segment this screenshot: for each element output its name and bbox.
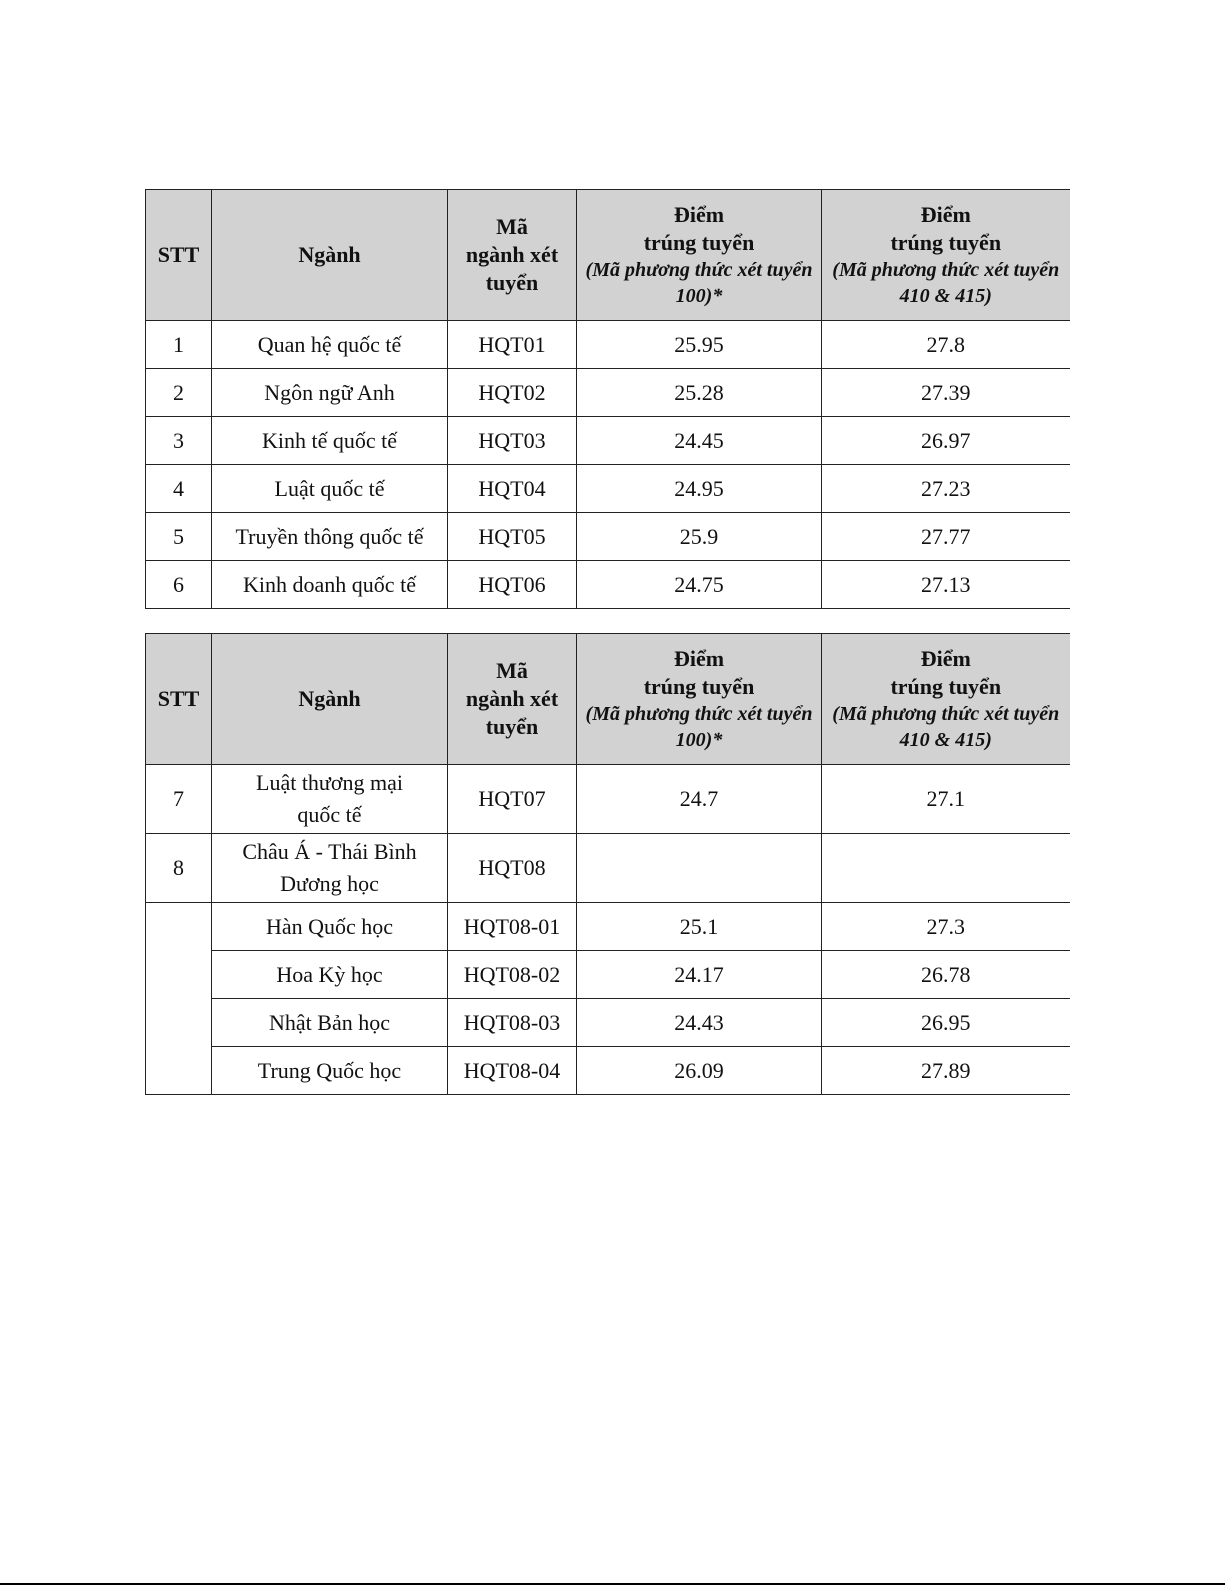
header-ma-nganh-line-1: Mã: [496, 214, 528, 239]
cell-ma: HQT08-01: [448, 903, 577, 951]
cell-d100: 24.17: [577, 951, 822, 999]
table-row: [146, 321, 1070, 369]
cell-d410: 26.95: [822, 999, 1070, 1047]
cell-stt-empty: [146, 903, 212, 1095]
cell-d100: [577, 834, 822, 903]
cell-nganh: Truyền thông quốc tế: [212, 513, 448, 561]
cell-d100: 25.95: [577, 321, 822, 369]
cell-ma: HQT08-04: [448, 1047, 577, 1095]
cell-d410: 27.23: [822, 465, 1070, 513]
header-diem-100-line-2: trúng tuyển: [643, 230, 755, 255]
table-row: [146, 561, 1070, 609]
cell-d100: 24.95: [577, 465, 822, 513]
cell-stt: 4: [146, 465, 212, 513]
cell-nganh: Trung Quốc học: [212, 1047, 448, 1095]
cell-nganh: Nhật Bản học: [212, 999, 448, 1047]
table-row: [146, 765, 1070, 834]
table-header: [146, 190, 1070, 321]
cell-d100: 24.43: [577, 999, 822, 1047]
table-row: [146, 903, 1070, 951]
cell-nganh: [212, 834, 448, 903]
cell-stt: 8: [146, 834, 212, 903]
cell-nganh: Hoa Kỳ học: [212, 951, 448, 999]
header-stt: STT: [146, 634, 212, 765]
table-row: [146, 834, 1070, 903]
header-diem-410-sub: (Mã phương thức xét tuyển 410 & 415): [832, 703, 1060, 751]
table-row: [146, 951, 1070, 999]
cell-nganh-line-2: Dương học: [280, 871, 379, 896]
header-diem-410-sub: (Mã phương thức xét tuyển 410 & 415): [832, 259, 1060, 307]
cell-ma: HQT08: [448, 834, 577, 903]
header-diem-100: [577, 190, 822, 321]
cell-d100: 24.7: [577, 765, 822, 834]
table-row: [146, 465, 1070, 513]
cell-ma: HQT08-02: [448, 951, 577, 999]
header-diem-100-sub: (Mã phương thức xét tuyển 100)*: [585, 259, 813, 307]
cell-nganh: Quan hệ quốc tế: [212, 321, 448, 369]
header-diem-100-sub: (Mã phương thức xét tuyển 100)*: [585, 703, 813, 751]
cell-nganh-line-2: quốc tế: [297, 802, 362, 827]
cell-stt: 1: [146, 321, 212, 369]
cell-nganh: Ngôn ngữ Anh: [212, 369, 448, 417]
admission-score-table-2: [145, 633, 1070, 1095]
header-diem-410-line-2: trúng tuyển: [890, 674, 1002, 699]
header-diem-410-line-1: Điểm: [920, 202, 971, 227]
cell-nganh: [212, 765, 448, 834]
header-row: [146, 190, 1070, 321]
cell-d410: 27.3: [822, 903, 1070, 951]
cell-ma: HQT02: [448, 369, 577, 417]
cell-nganh-line-1: Châu Á - Thái Bình: [242, 839, 417, 864]
header-diem-100: [577, 634, 822, 765]
cell-d100: 24.45: [577, 417, 822, 465]
header-diem-410: [822, 634, 1070, 765]
cell-stt: 6: [146, 561, 212, 609]
cell-d100: 25.28: [577, 369, 822, 417]
admission-score-table-1: [145, 189, 1070, 609]
header-ma-nganh-line-2: ngành xét: [465, 686, 559, 711]
cell-ma: HQT01: [448, 321, 577, 369]
cell-ma: HQT04: [448, 465, 577, 513]
cell-nganh: Luật quốc tế: [212, 465, 448, 513]
header-ma-nganh-line-1: Mã: [496, 658, 528, 683]
header-stt: STT: [146, 190, 212, 321]
cell-d410: 26.97: [822, 417, 1070, 465]
cell-nganh: Kinh tế quốc tế: [212, 417, 448, 465]
cell-ma: HQT06: [448, 561, 577, 609]
cell-d100: 25.9: [577, 513, 822, 561]
cell-ma: HQT08-03: [448, 999, 577, 1047]
cell-d410: 27.1: [822, 765, 1070, 834]
header-ma-nganh-line-2: ngành xét: [465, 242, 559, 267]
header-ma-nganh: [448, 634, 577, 765]
cell-d100: 26.09: [577, 1047, 822, 1095]
cell-nganh: Hàn Quốc học: [212, 903, 448, 951]
table-row: [146, 1047, 1070, 1095]
cell-d410: 27.39: [822, 369, 1070, 417]
table-row: [146, 417, 1070, 465]
cell-d410: 26.78: [822, 951, 1070, 999]
cell-nganh: Kinh doanh quốc tế: [212, 561, 448, 609]
cell-d410: 27.89: [822, 1047, 1070, 1095]
header-ma-nganh-line-3: tuyển: [485, 270, 539, 295]
cell-d410: 27.77: [822, 513, 1070, 561]
cell-ma: HQT03: [448, 417, 577, 465]
cell-stt: 3: [146, 417, 212, 465]
table-header: [146, 634, 1070, 765]
cell-ma: HQT07: [448, 765, 577, 834]
header-diem-410-line-2: trúng tuyển: [890, 230, 1002, 255]
cell-stt: 2: [146, 369, 212, 417]
cell-ma: HQT05: [448, 513, 577, 561]
cell-d410: 27.8: [822, 321, 1070, 369]
header-diem-100-line-1: Điểm: [673, 646, 725, 671]
table-row: [146, 999, 1070, 1047]
header-diem-410: [822, 190, 1070, 321]
table-body: [146, 765, 1070, 1095]
header-ma-nganh: [448, 190, 577, 321]
table-row: [146, 369, 1070, 417]
cell-d410: [822, 834, 1070, 903]
cell-stt: 5: [146, 513, 212, 561]
header-diem-100-line-1: Điểm: [673, 202, 725, 227]
table-row: [146, 513, 1070, 561]
header-diem-100-line-2: trúng tuyển: [643, 674, 755, 699]
cell-stt: 7: [146, 765, 212, 834]
header-ma-nganh-line-3: tuyển: [485, 714, 539, 739]
cell-d100: 25.1: [577, 903, 822, 951]
header-row: [146, 634, 1070, 765]
header-nganh: Ngành: [212, 190, 448, 321]
cell-d100: 24.75: [577, 561, 822, 609]
header-nganh: Ngành: [212, 634, 448, 765]
table-body: [146, 321, 1070, 609]
cell-d410: 27.13: [822, 561, 1070, 609]
header-diem-410-line-1: Điểm: [920, 646, 971, 671]
cell-nganh-line-1: Luật thương mại: [256, 770, 403, 795]
